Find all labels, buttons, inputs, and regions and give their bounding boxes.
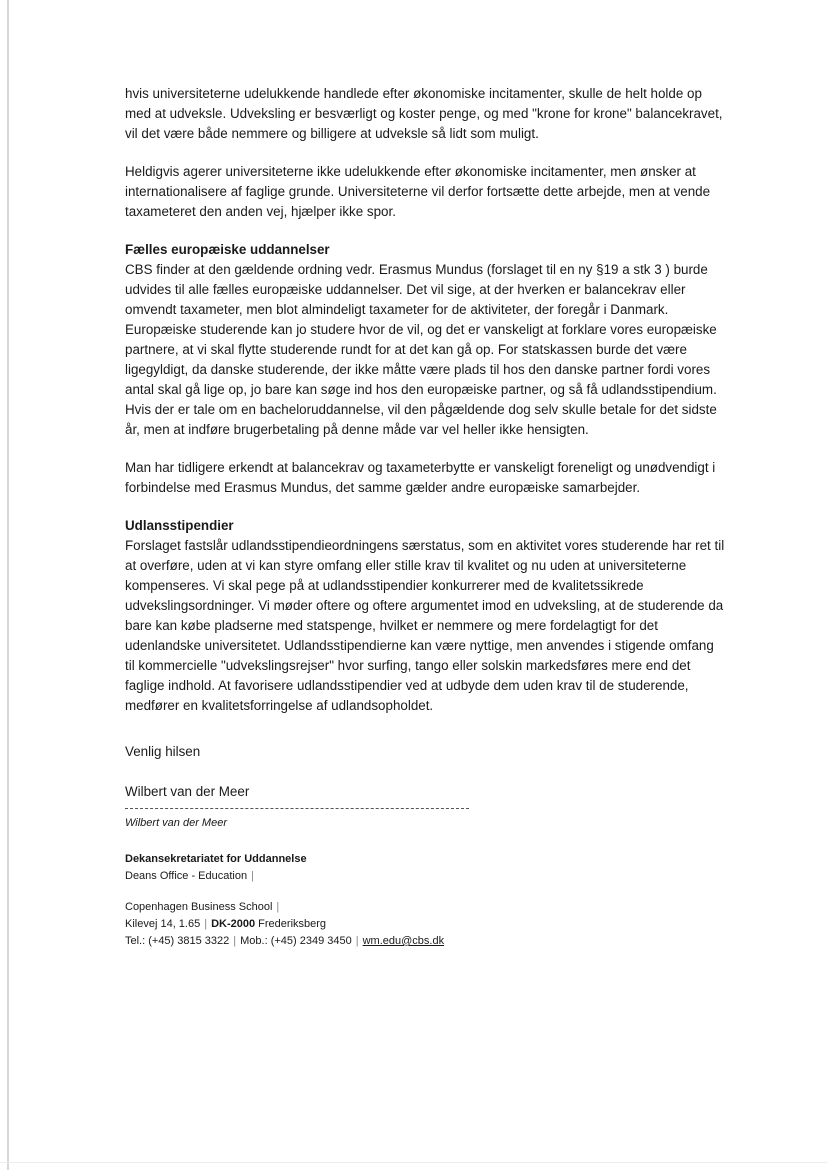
- school-text: Copenhagen Business School: [125, 901, 273, 913]
- separator: |: [233, 935, 237, 947]
- contact-school: [125, 899, 725, 916]
- signature-line: [125, 808, 469, 809]
- address-city-code: DK-2000: [211, 918, 256, 930]
- office-en-text: Deans Office - Education: [125, 870, 248, 882]
- paragraph-erasmus-mundus: Man har tidligere erkendt at balancekrav og taxameterbytte er vanskeligt foreneligt og unødvendigt i forbindelse med Erasmus Mundus, det samme gælder andre europæiske samarbejder.: [125, 460, 716, 495]
- contact-address: [125, 916, 725, 933]
- letter-page: [125, 84, 725, 950]
- address-street: Kilevej 14, 1.65: [125, 918, 201, 930]
- scan-bottom-edge: [0, 1162, 827, 1163]
- scan-left-edge: [7, 0, 9, 1170]
- section-body-european-programmes: CBS finder at den gældende ordning vedr. Erasmus Mundus (forslaget til en ny §19 a stk 3 ) burde udvides til alle fælles europæiske uddannelser. Det vil sige, at der hverken er balancekrav eller omvendt taxameter, men blot almindeligt taxameter for de aktiviteter, der foregår i Danmark. Europæiske studerende kan jo studere hvor de vil, og det er vanskeligt at forklare vores europæiske partnere, at vi skal flytte studerende rundt for at det kan gå op. For statskassen burde det være ligegyldigt, da danske studerende, der ikke måtte være plads til hos den danske partner fordi vores antal skal gå lige op, jo bare kan søge ind hos den europæiske partner, og så få udlandsstipendium. Hvis der er tale om en bacheloruddannelse, vil den pågældende dog selv skulle betale for det sidste år, men at indføre brugerbetaling på denne måde var vel heller ikke hensigten.: [125, 262, 717, 437]
- mob-text: Mob.: (+45) 2349 3450: [240, 935, 352, 947]
- office-da-text: Dekansekretariatet for Uddannelse: [125, 853, 307, 865]
- separator: |: [251, 870, 254, 882]
- closing-greeting: Venlig hilsen: [125, 744, 201, 759]
- email-link[interactable]: wm.edu@cbs.dk: [362, 935, 445, 947]
- section-heading-stipends: Udlansstipendier: [125, 518, 234, 533]
- separator: |: [276, 901, 280, 913]
- section-body-stipends: Forslaget fastslår udlandsstipendieordningens særstatus, som en aktivitet vores studerende har ret til at overføre, uden at vi kan styre omfang eller stille krav til kvalitet og nu uden at universiteterne kompenseres. Vi skal pege på at udlandsstipendier konkurrerer med de kvalitetssikrede udvekslingsordninger. Vi møder oftere og oftere argumentet imod en udveksling, at de studerende da bare kan købe pladserne med statspenge, hvilket er nemmere og mere fordelagtigt for det udenlandske universitetet. Udlandsstipendierne kan være nyttige, men anvendes i stigende omfang til kommercielle "udvekslingsrejser" hvor surfing, tango eller solskin markedsføres mere end det faglige indhold. At favorisere udlandsstipendier ved at udbyde dem uden krav til de studerende, medfører en kvalitetsforringelse af udlandsopholdet.: [125, 538, 725, 713]
- intro-paragraph: hvis universiteterne udelukkende handlede efter økonomiske incitamenter, skulle de helt holde op med at udveksle. Udveksling er besværligt og koster penge, og med "krone for krone" balancekravet, vil det være både nemmere og billigere at udveksle så lidt som muligt.: [125, 86, 723, 141]
- contact-office-da: [125, 851, 725, 868]
- separator: |: [355, 935, 359, 947]
- closing-name: Wilbert van der Meer: [125, 784, 250, 799]
- tel-text: Tel.: (+45) 3815 3322: [125, 935, 230, 947]
- section-heading-european-programmes: Fælles europæiske uddannelser: [125, 242, 330, 257]
- separator: |: [204, 918, 208, 930]
- address-city: Frederiksberg: [258, 918, 327, 930]
- paragraph-internationalisation: Heldigvis agerer universiteterne ikke udelukkende efter økonomiske incitamenter, men ønsker at internationalisere af faglige grunde. Universiteterne vil derfor fortsætte dette arbejde, men at vende taxameteret den anden vej, hjælper ikke spor.: [125, 164, 711, 219]
- contact-office-en: [125, 868, 725, 885]
- signature-name: Wilbert van der Meer: [125, 817, 227, 829]
- contact-phones: [125, 933, 725, 950]
